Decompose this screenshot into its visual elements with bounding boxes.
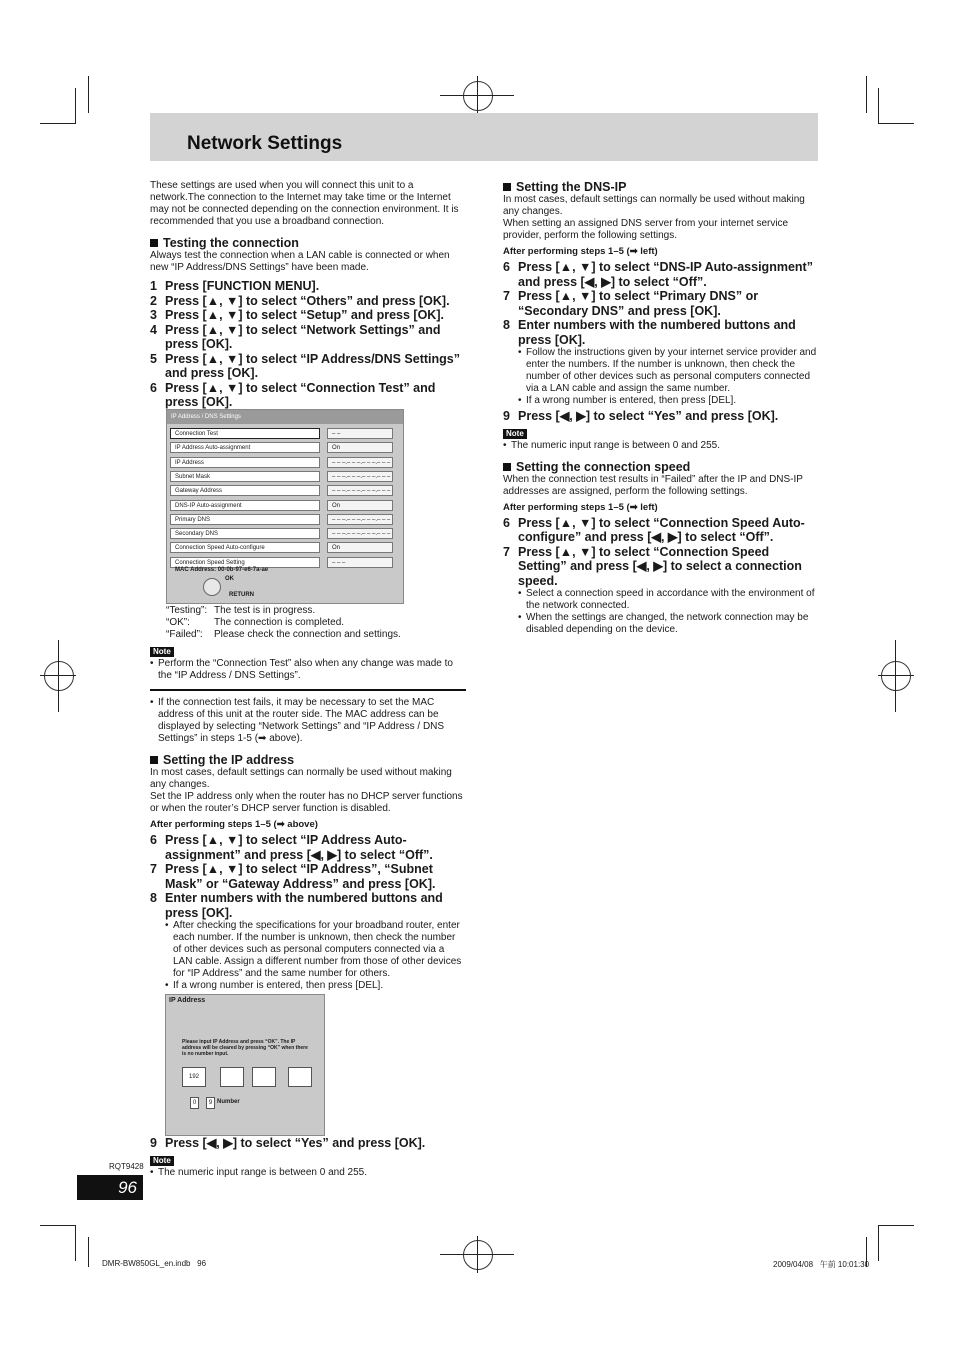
note-badge: Note [503, 429, 527, 439]
setting-value: On [327, 442, 393, 453]
setting-row[interactable]: Connection Speed Auto-configure [170, 542, 320, 553]
setting-value: – – [327, 428, 393, 439]
registration-mark [895, 640, 896, 712]
registration-mark [477, 1236, 478, 1273]
ip-step-6: 6 Press [▲, ▼] to select “IP Address Auto-assignment” and press [◀, ▶] to select “Off”. [150, 833, 433, 862]
return-label: RETURN [229, 592, 254, 598]
setting-row[interactable]: IP Address Auto-assignment [170, 442, 320, 453]
ip-steps [150, 833, 466, 920]
ip-step-7: 7 Press [▲, ▼] to select “IP Address”, “Subnet Mask” or “Gateway Address” and press [OK]. [150, 862, 436, 891]
page-title: Network Settings [187, 133, 343, 154]
left-column [150, 180, 466, 410]
dns-bullet2: • If a wrong number is entered, then press [DEL]. [518, 395, 817, 407]
setting-row[interactable]: DNS-IP Auto-assignment [170, 500, 320, 511]
ip-field-4[interactable] [288, 1067, 312, 1087]
setting-row[interactable]: Primary DNS [170, 514, 320, 525]
testing-desc: Always test the connection when a LAN cable is connected or when new “IP Address/DNS Settings” have been made. [150, 250, 450, 273]
dns-desc1: In most cases, default settings can normally be used without making any changes. [503, 194, 805, 217]
testing-step-4: 4 Press [▲, ▼] to select “Network Settings” and press [OK]. [150, 322, 441, 351]
right-column [503, 180, 817, 636]
registration-mark [58, 640, 59, 712]
note-badge: Note [150, 647, 174, 657]
dns-step-8: 8 Enter numbers with the numbered buttons and press [OK]. [503, 318, 796, 347]
crop-mark [40, 1225, 76, 1226]
screen-message: Please input IP Address and press “OK”. The IP address will be cleared by pressing “OK” when there is no number input. [182, 1039, 308, 1057]
setting-row[interactable]: Connection Test [170, 428, 320, 439]
dns-step-7: 7 Press [▲, ▼] to select “Primary DNS” or “Secondary DNS” and press [OK]. [503, 289, 759, 318]
testing-step-6: 6 Press [▲, ▼] to select “Connection Test” and press [OK]. [150, 380, 436, 409]
speed-steps [503, 516, 817, 589]
status-row: “Failed”: Please check the connection and settings. [166, 629, 401, 640]
registration-mark [881, 661, 911, 691]
ok-label: OK [225, 576, 234, 582]
crop-mark [878, 1225, 879, 1261]
setting-row[interactable]: Connection Speed Setting [170, 557, 320, 568]
dns-note: • The numeric input range is between 0 and 255. [503, 440, 817, 452]
ip-step-9: 9 Press [◀, ▶] to select “Yes” and press [OK]. [150, 1136, 426, 1150]
ip-bullet2: • If a wrong number is entered, then press [DEL]. [165, 980, 466, 992]
speed-heading: Setting the connection speed [503, 460, 817, 474]
status-row: “OK”: The connection is completed. [166, 617, 345, 628]
testing-steps [150, 279, 466, 410]
dns-desc2: When setting an assigned DNS server from your internet service provider, perform the following settings. [503, 218, 789, 241]
setting-value: – – –.– – –.– – –.– – – [327, 457, 393, 468]
setting-row[interactable]: Secondary DNS [170, 528, 320, 539]
dns-after: After performing steps 1–5 (➡ left) [503, 246, 658, 257]
key-9: 9 [206, 1097, 215, 1109]
model-code: RQT9428 [109, 1162, 144, 1171]
mac-bullet: • If the connection test fails, it may be necessary to set the MAC address of this unit at the router side. The MAC address can be displayed by selecting “Network Settings” and “IP Address / DNS Settings” in steps 1-5 (➡ above). [150, 697, 466, 745]
setting-value: On [327, 542, 393, 553]
title-banner [150, 113, 818, 161]
crop-mark [75, 1225, 76, 1261]
setting-value: – – –.– – –.– – –.– – – [327, 514, 393, 525]
registration-mark [44, 661, 74, 691]
divider [150, 689, 466, 691]
speed-bullet2: • When the settings are changed, the network connection may be disabled depending on the device. [518, 612, 817, 636]
testing-step-5: 5 Press [▲, ▼] to select “IP Address/DNS Settings” and press [OK]. [150, 351, 460, 380]
crop-mark [88, 76, 89, 113]
setting-value: – – –.– – –.– – –.– – – [327, 528, 393, 539]
ip-step9-block [150, 1136, 466, 1179]
testing-step-1: 1 Press [FUNCTION MENU]. [150, 279, 320, 293]
registration-mark [463, 1240, 493, 1270]
remote-dial-icon [203, 578, 221, 596]
setting-row[interactable]: Subnet Mask [170, 471, 320, 482]
dns-steps [503, 260, 817, 347]
testing-step-3: 3 Press [▲, ▼] to select “Setup” and press [OK]. [150, 308, 444, 322]
print-date: 2009/04/08 午前 10:01:30 [773, 1260, 870, 1269]
status-row: “Testing”: The test is in progress. [166, 605, 316, 616]
crop-mark [40, 123, 76, 124]
ip-field-3[interactable] [252, 1067, 276, 1087]
registration-mark [463, 81, 493, 111]
speed-after: After performing steps 1–5 (➡ left) [503, 501, 658, 513]
note-badge: Note [150, 1156, 174, 1166]
file-info: DMR-BW850GL_en.indb 96 [102, 1259, 207, 1268]
dns-step-9: 9 Press [◀, ▶] to select “Yes” and press [OK]. [503, 409, 779, 423]
testing-heading: Testing the connection [150, 236, 466, 250]
ip-desc2: Set the IP address only when the router has no DHCP server functions or when the router’s DHCP server function is disabled. [150, 791, 463, 814]
ip-after: After performing steps 1–5 (➡ above) [150, 819, 318, 830]
ip-dns-settings-screen [166, 409, 404, 604]
setting-value: On [327, 500, 393, 511]
ip-note: • The numeric input range is between 0 and 255. [150, 1167, 466, 1179]
setting-value: – – –.– – –.– – –.– – – [327, 485, 393, 496]
speed-step-7: 7 Press [▲, ▼] to select “Connection Speed Setting” and press [◀, ▶] to select a connection speed. [503, 544, 802, 588]
crop-mark [878, 123, 914, 124]
speed-step-6: 6 Press [▲, ▼] to select “Connection Speed Auto-configure” and press [◀, ▶] to select “Off”. [503, 515, 805, 544]
dns-heading: Setting the DNS-IP [503, 180, 817, 194]
ip-address-screen [165, 994, 325, 1136]
key-0: 0 [190, 1097, 199, 1109]
registration-mark [878, 675, 914, 676]
dns-step-6: 6 Press [▲, ▼] to select “DNS-IP Auto-assignment” and press [◀, ▶] to select “Off”. [503, 260, 813, 289]
screen-header: IP Address [169, 997, 206, 1004]
screen-header: IP Address / DNS Settings [167, 410, 403, 424]
setting-value: – – –.– – –.– – –.– – – [327, 471, 393, 482]
crop-mark [75, 88, 76, 124]
crop-mark [878, 1225, 914, 1226]
ip-desc1: In most cases, default settings can normally be used without making any changes. [150, 767, 452, 790]
ip-field-2[interactable] [220, 1067, 244, 1087]
speed-bullet1: • Select a connection speed in accordance with the environment of the network connected. [518, 588, 817, 612]
crop-mark [878, 88, 879, 124]
ip-step-8: 8 Enter numbers with the numbered buttons and press [OK]. [150, 891, 443, 920]
crop-mark [88, 1237, 89, 1267]
testing-step-2: 2 Press [▲, ▼] to select “Others” and press [OK]. [150, 293, 450, 308]
ip-bullet1: • After checking the specifications for your broadband router, enter each number. If the number is unknown, then check the number of other devices such as personal computers connected via a LAN cable. Assign a different number from those of other devices for “IP Address” and the same number for others. [165, 920, 466, 980]
page-number: 96 [77, 1175, 143, 1200]
note1-text: • Perform the “Connection Test” also when any change was made to the “IP Address / DNS Settings”. [150, 658, 466, 682]
number-label: Number [217, 1099, 240, 1105]
setting-value: – – – [327, 557, 393, 568]
intro-text: These settings are used when you will connect this unit to a network.The connection to the Internet may take time or the Internet may not be connected depending on the connection environment. It is recommended that you use a broadband connection. [150, 180, 459, 227]
setting-row[interactable]: Gateway Address [170, 485, 320, 496]
setting-row[interactable]: IP Address [170, 457, 320, 468]
dns-bullet1: • Follow the instructions given by your internet service provider and enter the numbers. If the number is unknown, then check the number of other devices such as personal computers connected via a LAN cable and assign the same number. [518, 347, 817, 395]
crop-mark [866, 76, 867, 113]
ip-heading: Setting the IP address [150, 753, 466, 767]
registration-mark [477, 76, 478, 113]
mac-address: MAC Address: 00-0b-97-e6-7a-ae [175, 567, 269, 573]
ip-field-1[interactable]: 192 [182, 1067, 206, 1087]
note1-block [150, 646, 466, 992]
speed-desc: When the connection test results in “Failed” after the IP and DNS-IP addresses are assigned, perform the following settings. [503, 473, 803, 497]
status-legend [166, 605, 466, 641]
